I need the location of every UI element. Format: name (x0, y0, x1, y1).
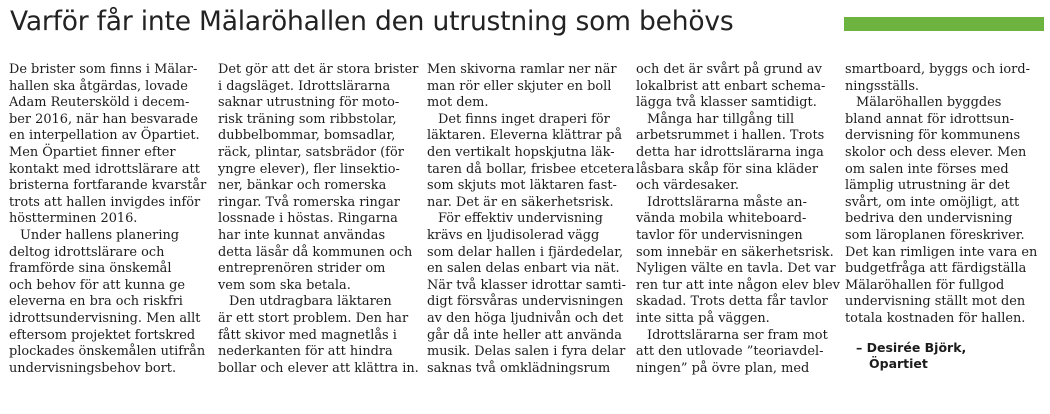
article-line: bedriva den undervisning (845, 211, 1013, 227)
article-line: som innebär en säkerhetsrisk. (636, 244, 834, 260)
article-line: risk träning som ribbstolar, (218, 111, 397, 127)
article-line: Det gör att det är stora brister (218, 62, 419, 77)
article-line: lämplig utrustning är det (845, 178, 1010, 194)
article-line: att den utlovade ”teoriavdel- (636, 344, 824, 360)
article-line: vända mobila whiteboard- (636, 211, 807, 227)
article-line: är ett stort problem. Den har (218, 310, 409, 326)
article-line: framförde sina önskemål (9, 261, 172, 277)
article-line: lägga två klasser samtidigt. (636, 95, 817, 111)
signature-party: Öpartiet (869, 356, 928, 372)
article-line: Idrottslärarna måste an- (647, 194, 807, 210)
article-line: har inte kunnat användas (218, 227, 386, 243)
article-line: Adam Reutersköld i decem- (9, 95, 190, 111)
article-line: mot dem. (427, 95, 489, 111)
column-4 (636, 62, 840, 377)
article-line: eftersom projektet fortskred (9, 327, 196, 343)
column-5-body (845, 62, 1043, 328)
article-line: låsbara skåp för sina kläder (636, 161, 819, 177)
article-line: budgetfråga att färdigställa (845, 261, 1027, 277)
article-line: i dagsläget. Idrottslärarna (218, 78, 391, 94)
article-line: ningsställs. (845, 78, 920, 94)
article-line: bland annat för idrottsun- (845, 111, 1014, 127)
article-line: musik. Delas salen i fyra delar (427, 344, 626, 360)
column-2 (218, 62, 419, 377)
article-line: dervisning för kommunens (845, 128, 1021, 144)
column-1 (9, 62, 207, 377)
article-line: taren då bollar, frisbee etcetera (427, 161, 635, 177)
article-line: och det är svårt på grund av (636, 62, 822, 77)
article-line: och behov för att kunna ge (9, 277, 186, 293)
article-line: undervisning ställt mot den (845, 294, 1026, 310)
article-line: ren tur att inte någon elev blev (636, 277, 840, 293)
article-line: hallen ska åtgärdas, lovade (9, 78, 188, 94)
article-line: skolor och dess elever. Men (845, 144, 1027, 160)
signature-name: – Desirée Björk, (856, 339, 967, 355)
article-line: ringar. Två romerska ringar (218, 194, 400, 210)
headline: Varför får inte Mälaröhallen den utrustning som behövs (10, 6, 734, 37)
article-line: När två klasser idrottar samti- (427, 277, 626, 293)
article-line: lossnade i höstas. Ringarna (218, 211, 398, 227)
signature-gap (845, 328, 1043, 340)
article-line: Men skivorna ramlar ner när (427, 62, 617, 77)
accent-bar (844, 17, 1044, 31)
article-line: totala kostnaden för hallen. (845, 310, 1026, 326)
article-line: bristerna fortfarande kvarstår (9, 178, 207, 194)
article-line: nederkanten för att hindra (218, 344, 393, 360)
article-line: saknas två omklädningsrum (427, 360, 611, 376)
article-line: Den utdragbara läktaren (229, 294, 392, 310)
article-line: undervisningsbehov bort. (9, 360, 177, 376)
article-line: bollar och elever att klättra in. (218, 360, 419, 376)
article-line: kontakt med idrottslärare att (9, 161, 200, 177)
article-line: nar. Det är en säkerhetsrisk. (427, 194, 614, 210)
article-line: Under hallens planering (20, 227, 180, 243)
article-line: svårt, om inte omöjligt, att (845, 194, 1020, 210)
article-line: Mälaröhallen för fullgod (845, 277, 1005, 293)
article-line: ningen” på övre plan, med (636, 360, 810, 376)
article-line: en interpellation av Öpartiet. (9, 128, 200, 144)
article-line: Mälaröhallen byggdes (856, 95, 1002, 111)
article-line: Idrottslärarna ser fram mot (647, 327, 828, 343)
article-line: yngre elever), fler linsektio- (218, 161, 400, 177)
article-line: vem som ska betala. (218, 277, 351, 293)
article-line: idrottsundervisning. Men allt (9, 310, 201, 326)
article-line: fått skivor med magnetlås i (218, 327, 397, 343)
article-line: ner, bänkar och romerska (218, 178, 387, 194)
article-line: ber 2016, när han besvarade (9, 111, 198, 127)
article-line: inte sitta på väggen. (636, 310, 770, 326)
article-line: av den höga ljudnivån och det (427, 310, 624, 326)
article-line: smartboard, byggs och iord- (845, 62, 1030, 77)
article-line: plockades önskemålen utifrån (9, 344, 206, 360)
article-line: detta har idrottslärarna inga (636, 144, 824, 160)
article-line: höstterminen 2016. (9, 211, 138, 227)
article-line: saknar utrustning för moto- (218, 95, 400, 111)
article-line: en salen delas enbart via nät. (427, 261, 620, 277)
article-line: krävs en ljudisolerad vägg (427, 227, 600, 243)
article-line: detta läsår då kommunen och (218, 244, 413, 260)
article-line: man rör eller skjuter en boll (427, 78, 612, 94)
article-line: arbetsrummet i hallen. Trots (636, 128, 825, 144)
article-line: läktaren. Eleverna klättrar på (427, 128, 623, 144)
article-line: den vertikalt hopskjutna läk- (427, 144, 615, 160)
article-line: dubbelbommar, bomsadlar, (218, 128, 396, 144)
article-line: lokalbrist att enbart schema- (636, 78, 826, 94)
article-line: eleverna en bra och riskfri (9, 294, 183, 310)
article-line: Nyligen välte en tavla. Det var (636, 261, 836, 277)
article-line: De brister som finns i Mälar- (9, 62, 198, 77)
article-line: Det kan rimligen inte vara en (845, 244, 1038, 260)
article-line: För effektiv undervisning (438, 211, 603, 227)
article-line: digt försvåras undervisningen (427, 294, 624, 310)
column-5 (845, 62, 1043, 373)
article-line: entreprenören strider om (218, 261, 386, 277)
article-line: skadad. Trots detta får tavlor (636, 294, 828, 310)
column-3 (427, 62, 635, 377)
article-line: Men Öpartiet finner efter (9, 144, 176, 160)
article-line: deltog idrottslärare och (9, 244, 165, 260)
article-line: som läroplanen föreskriver. (845, 227, 1025, 243)
article-line: Många har tillgång till (647, 111, 795, 127)
article-line: och värdesaker. (636, 178, 739, 194)
article-line: räck, plintar, satsbrädor (för (218, 144, 404, 160)
article-line: går då inte heller att använda (427, 327, 622, 343)
article-line: Det finns inget draperi för (438, 111, 610, 127)
article-line: tavlor för undervisningen (636, 227, 803, 243)
article-line: som delar hallen i fjärdedelar, (427, 244, 624, 260)
article-line: trots att hallen invigdes inför (9, 194, 201, 210)
article-line: om salen inte förses med (845, 161, 1009, 177)
article-line: som skjuts mot läktaren fast- (427, 178, 617, 194)
